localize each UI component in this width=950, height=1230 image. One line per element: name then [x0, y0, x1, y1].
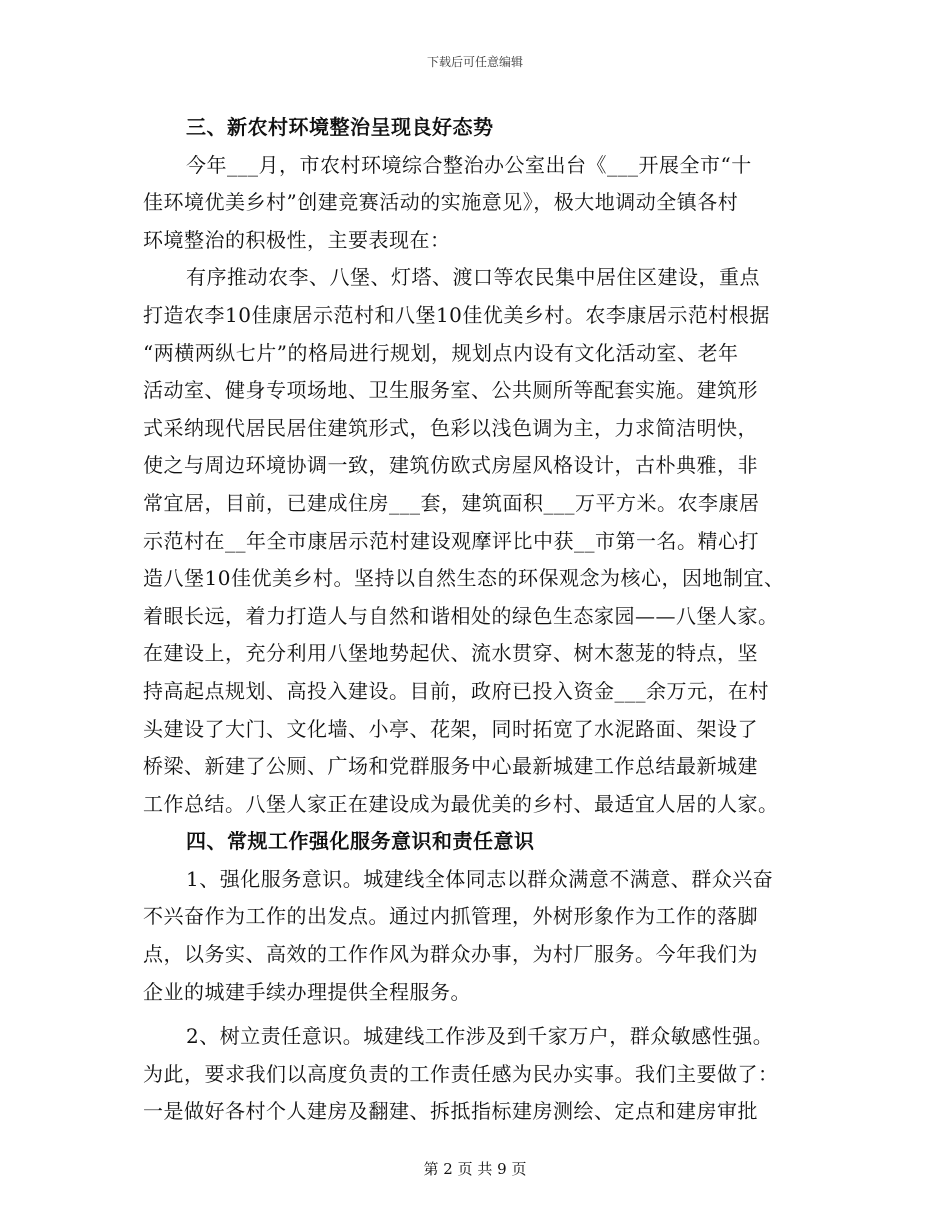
paragraph-line: 着眼长远，着力打造人与自然和谐相处的绿色生态家园——八堡人家。 — [143, 603, 779, 628]
paragraph-line: 1、强化服务意识。城建线全体同志以群众满意不满意、群众兴奋 — [186, 866, 774, 891]
paragraph-line: 头建设了大门、文化墙、小亭、花架，同时拓宽了水泥路面、架设了 — [143, 716, 758, 741]
page-header: 下载后可任意编辑 — [426, 55, 523, 69]
paragraph-line: 2、树立责任意识。城建线工作涉及到千家万户，群众敏感性强。 — [186, 1024, 774, 1049]
paragraph-line: 环境整治的积极性，主要表现在： — [143, 227, 451, 252]
paragraph-line: 式采纳现代居民居住建筑形式，色彩以浅色调为主，力求简洁明快， — [143, 415, 758, 440]
paragraph-line: 佳环境优美乡村”创建竞赛活动的实施意见》，极大地调动全镇各村 — [143, 190, 739, 215]
paragraph-line: 企业的城建手续办理提供全程服务。 — [143, 979, 471, 1004]
paragraph-line: 桥梁、新建了公厕、广场和党群服务中心最新城建工作总结最新城建 — [143, 754, 758, 779]
paragraph-line: 今年___月，市农村环境综合整治办公室出台《___开展全市“十 — [186, 152, 752, 177]
paragraph-line: “两横两纵七片”的格局进行规划，规划点内设有文化活动室、老年 — [143, 340, 739, 365]
document-body — [143, 109, 805, 1131]
section-heading-3: 三、新农村环境整治呈现良好态势 — [186, 115, 494, 139]
paragraph-line: 打造农李10佳康居示范村和八堡10佳优美乡村。农李康居示范村根据 — [143, 302, 770, 327]
paragraph-line: 造八堡10佳优美乡村。坚持以自然生态的环保观念为核心，因地制宜、 — [143, 566, 785, 591]
paragraph-line: 示范村在__年全市康居示范村建设观摩评比中获__市第一名。精心打 — [143, 528, 759, 553]
paragraph-line: 不兴奋作为工作的出发点。通过内抓管理，外树形象作为工作的落脚 — [143, 904, 758, 929]
page-number-footer: 第 2 页 共 9 页 — [423, 1160, 527, 1178]
paragraph-line: 有序推动农李、八堡、灯塔、渡口等农民集中居住区建设，重点 — [186, 265, 760, 290]
section-heading-4: 四、常规工作强化服务意识和责任意识 — [186, 829, 535, 854]
paragraph-line: 在建设上，充分利用八堡地势起伏、流水贯穿、树木葱茏的特点，坚 — [143, 641, 758, 666]
paragraph-line: 工作总结。八堡人家正在建设成为最优美的乡村、最适宜人居的人家。 — [143, 791, 779, 816]
paragraph-line: 使之与周边环境协调一致，建筑仿欧式房屋风格设计，古朴典雅，非 — [143, 453, 758, 478]
paragraph-line: 活动室、健身专项场地、卫生服务室、公共厕所等配套实施。建筑形 — [143, 378, 758, 403]
paragraph-line: 为此，要求我们以高度负责的工作责任感为民办实事。我们主要做了： — [143, 1061, 779, 1086]
paragraph-line: 一是做好各村个人建房及翻建、拆抵指标建房测绘、定点和建房审批 — [143, 1099, 758, 1124]
paragraph-line: 持高起点规划、高投入建设。目前，政府已投入资金___余万元，在村 — [143, 678, 769, 703]
paragraph-line: 常宜居，目前，已建成住房___套，建筑面积___万平方米。农李康居 — [143, 490, 760, 515]
paragraph-line: 点，以务实、高效的工作作风为群众办事，为村厂服务。今年我们为 — [143, 942, 758, 967]
